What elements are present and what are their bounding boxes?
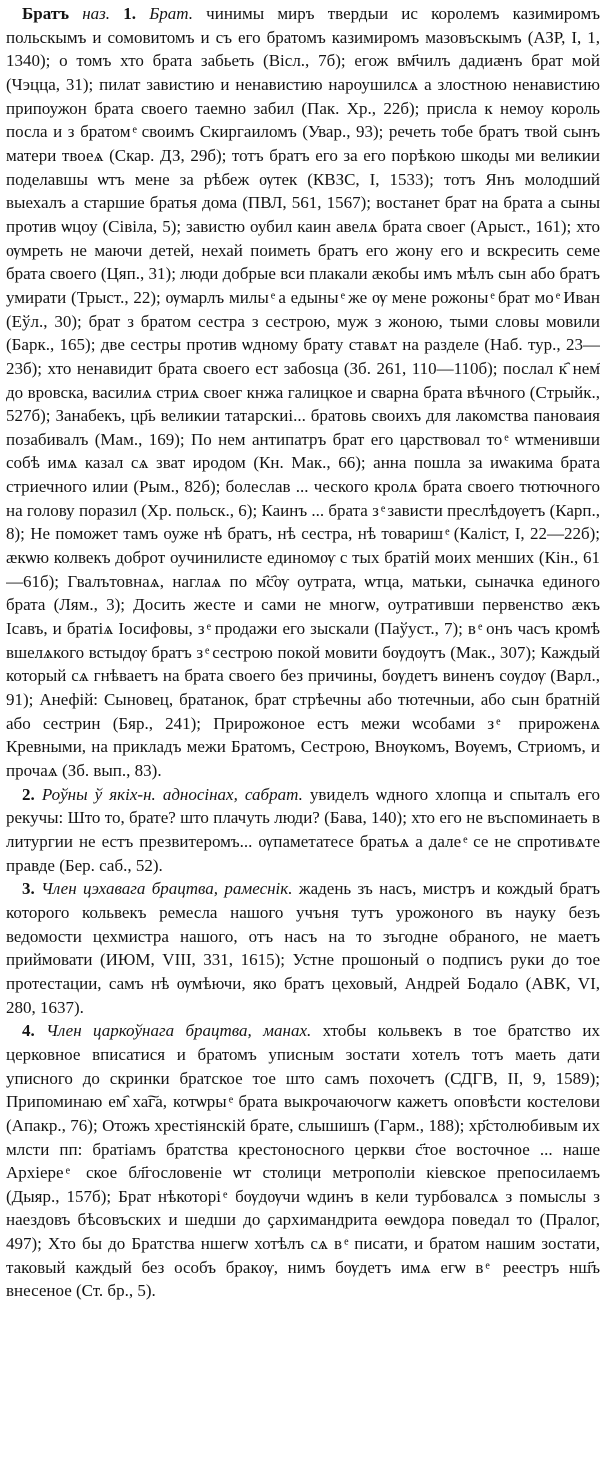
sense-number: 2. [22, 784, 35, 804]
sense-gloss: Член цэхавага брацтва, рамеснік. [41, 879, 293, 899]
grammar-label: наз. [82, 4, 111, 23]
sense-number: 1. [123, 4, 136, 23]
dictionary-page [6, 2, 600, 1464]
sense-text: жадень зъ насъ, мистръ и кождый братъ которого кольвекъ ремесла нашого учъня тутъ урожоного въ науку безъ ведомости цехмистра нашого, отъ насъ на то зъгодне обраного, не маетъ приймовати (ИЮМ, VIII, 331, 1615); Устне прошоный о подписъ руки до тое протестации, самъ нѣ ѹмѣючи, яко братъ цеховый, Андрей Бодало (АВК, VI, 280, 1637). [6, 879, 600, 1017]
sense-4 [6, 1019, 600, 1303]
sense-text: хтобы кольвекъ в тое братство их церковное вписатися и братомъ уписным зостати хотелъ тотъ маеть дати уписного до скринки братское тое што самъ похочетъ (СДГВ, II, 9, 1589); Припоминаю ем҄ ха͠га, котѡры ͤ брата выкрочаючогѡ кажетъ оповѣсти костелови (Апакр., 76); Отожъ хрестіянскій брате, слышишъ (Гарм., 188); хр҃столюбивым их млсти пп: братіамъ братства крестоносного церкви с҃тое восточное ... наше Архіере ͤ ское бл҃гословеніе ѡт столици метрополіи кіевское препосилаемъ (Дыяр., 157б); Брат нѣкоторі ͤ бѹдѹчи ѡдинъ в кели турбовалсѧ з помыслы з наездовъ бѣсовъских и шедши до ҫархимандрита ѳеѡдора поведал то (Пралог, 497); Хто бы до Братства ншегѡ хотѣлъ сѧ в ͤ писати, и братом нашим зостати, таковый каждый без особъ бракѹ, нимъ бѹдетъ имѧ егѡ в ͤ реестръ нш҃ъ внесеное (Ст. бр., 5). [6, 1021, 600, 1301]
sense-number: 4. [22, 1021, 35, 1041]
sense-gloss: Брат. [149, 4, 193, 23]
sense-text: чинимы миръ твердыи ис королемъ казимиромъ польскымъ и сомовитомъ и съ его братомъ казимиромъ мазовъскымъ (АЗР, I, 1, 1340); о томъ хто брата забьеть (Вісл., 7б); егож вм҃чилъ дадиӕнъ брат мой (Чэцца, 31); пилат завистию и ненавистию нароушилсѧ а злостною ненавистию припоужон брата своего таемно забил (Пак. Хр., 22б); присла к немоу король посла и з братом ͤ своимъ Скиргаиломъ (Увар., 93); речеть тобе братъ твой сынъ матери твоеѧ (Скар. ДЗ, 29б); тотъ братъ его за его порѣкою шкоды ми великии поделавшы ѡтъ мене за рѣбеж ѹтек (КВЗС, I, 1533); тотъ Янъ молодший выехалъ а старшие братья дома (ПВЛ, 561, 1567); востанет брат на брата а сыны против ѡцоу (Сівіла, 5); завистю оубил каин авелѧ брата своег (Арыст., 161); хто ѹмреть не маючи детей, нехай поиметь братъ его жону его и вскресить семе брата своего (Цяп., 31); люди добрые вси плакали ӕкобы имъ мѣлъ сын або братъ умирати (Трыст., 22); ѹмарлъ милы ͤ а едыны ͤ же ѹ мене рожоны ͤ брат мо ͤ Иван (Еўл., 30); брат з братом сестра з сестрою, муж з жоною, тыми словы мовили (Барк., 165); две сестры против ѡдному брату ставѧт на разделе (Наб. тур., 23—23б); хто ненавидит брата своего ест забоѕца (Зб. 261, 110—110б); послал к҄ нем҄ до вровска, василиѧ стриѧ своег кнжа галицкое и сварна брата вѣчного (Стрыйк., 527б); Занабекъ, цр҃ь великии татарскиі... братовь своихъ для лакомства пановаия позабивалъ (Мам., 169); По нем антипатръ брат его царствовал то ͤ ѡтменивши собѣ имѧ казал сѧ зват иродом (Кн. Мак., 66); анна пошла за иѡакима брата стриечного илии (Рым., 82б); болеслав ... ческого кролѧ брата своего тютючного на голову поразил (Хр. польск., 6); Каинъ ... брата з ͤ зависти преслѣдѹетъ (Карп., 8); Не поможет тамъ оуже нѣ братъ, нѣ сестра, нѣ товариш ͤ (Каліст, I, 22—22б); ӕкѡю колвекъ доброт оучинилисте единомѹ с тых братій моих менших (Кін., 61—61б); Гвалътовнаѧ, наглаѧ по м҄с҄ѹ оутрата, ѡтца, матьки, сыначка единого брата (Лям., 3); Досить жесте и сами не многѡ, оутративши первенство ӕкъ Ісавъ, и братіѧ Іосифовы, з ͤ продажи его зыскали (Паўуст., 7); в ͤ онъ часъ кромѣ вшелѧкого встыдѹ братъ з ͤ сестрою покой мовити бѹдѹтъ (Мак., 307); Каждый который сѧ гнѣваетъ на брата своего без причины, бѹдетъ виненъ сѹдѹ (Варл., 91); Анефій: Сыновец, братанок, брат стрѣечны або тютечныи, або сын братній або сестрин (Бяр., 241); Прирожоное естъ межи ѡсобами з ͤ прироженѧ Кревными, на прикладъ межи Братомъ, Сестрою, Внѹкомъ, Вѹемъ, Стриомъ, и прочаѧ (Зб. вып., 83). [6, 4, 600, 780]
sense-3 [6, 877, 600, 1019]
sense-1 [6, 2, 600, 783]
sense-2 [6, 783, 600, 878]
sense-text: увиделъ ѡдного хлопца и спыталъ его рекучы: Што то, брате? што плачуть люди? (Бава, 140); хто его не въспоминаеть в литургии не естъ презвитеромъ... ѹпаметатесе братьѧ а дале ͤ се не спротивѧте правде (Бер. саб., 52). [6, 784, 600, 875]
headword: Братъ [22, 4, 70, 23]
sense-gloss: Роўны ў якіх-н. адносінах, сабрат. [41, 784, 303, 804]
sense-number: 3. [22, 879, 35, 899]
sense-gloss: Член царкоўнага брацтва, манах. [46, 1021, 312, 1041]
